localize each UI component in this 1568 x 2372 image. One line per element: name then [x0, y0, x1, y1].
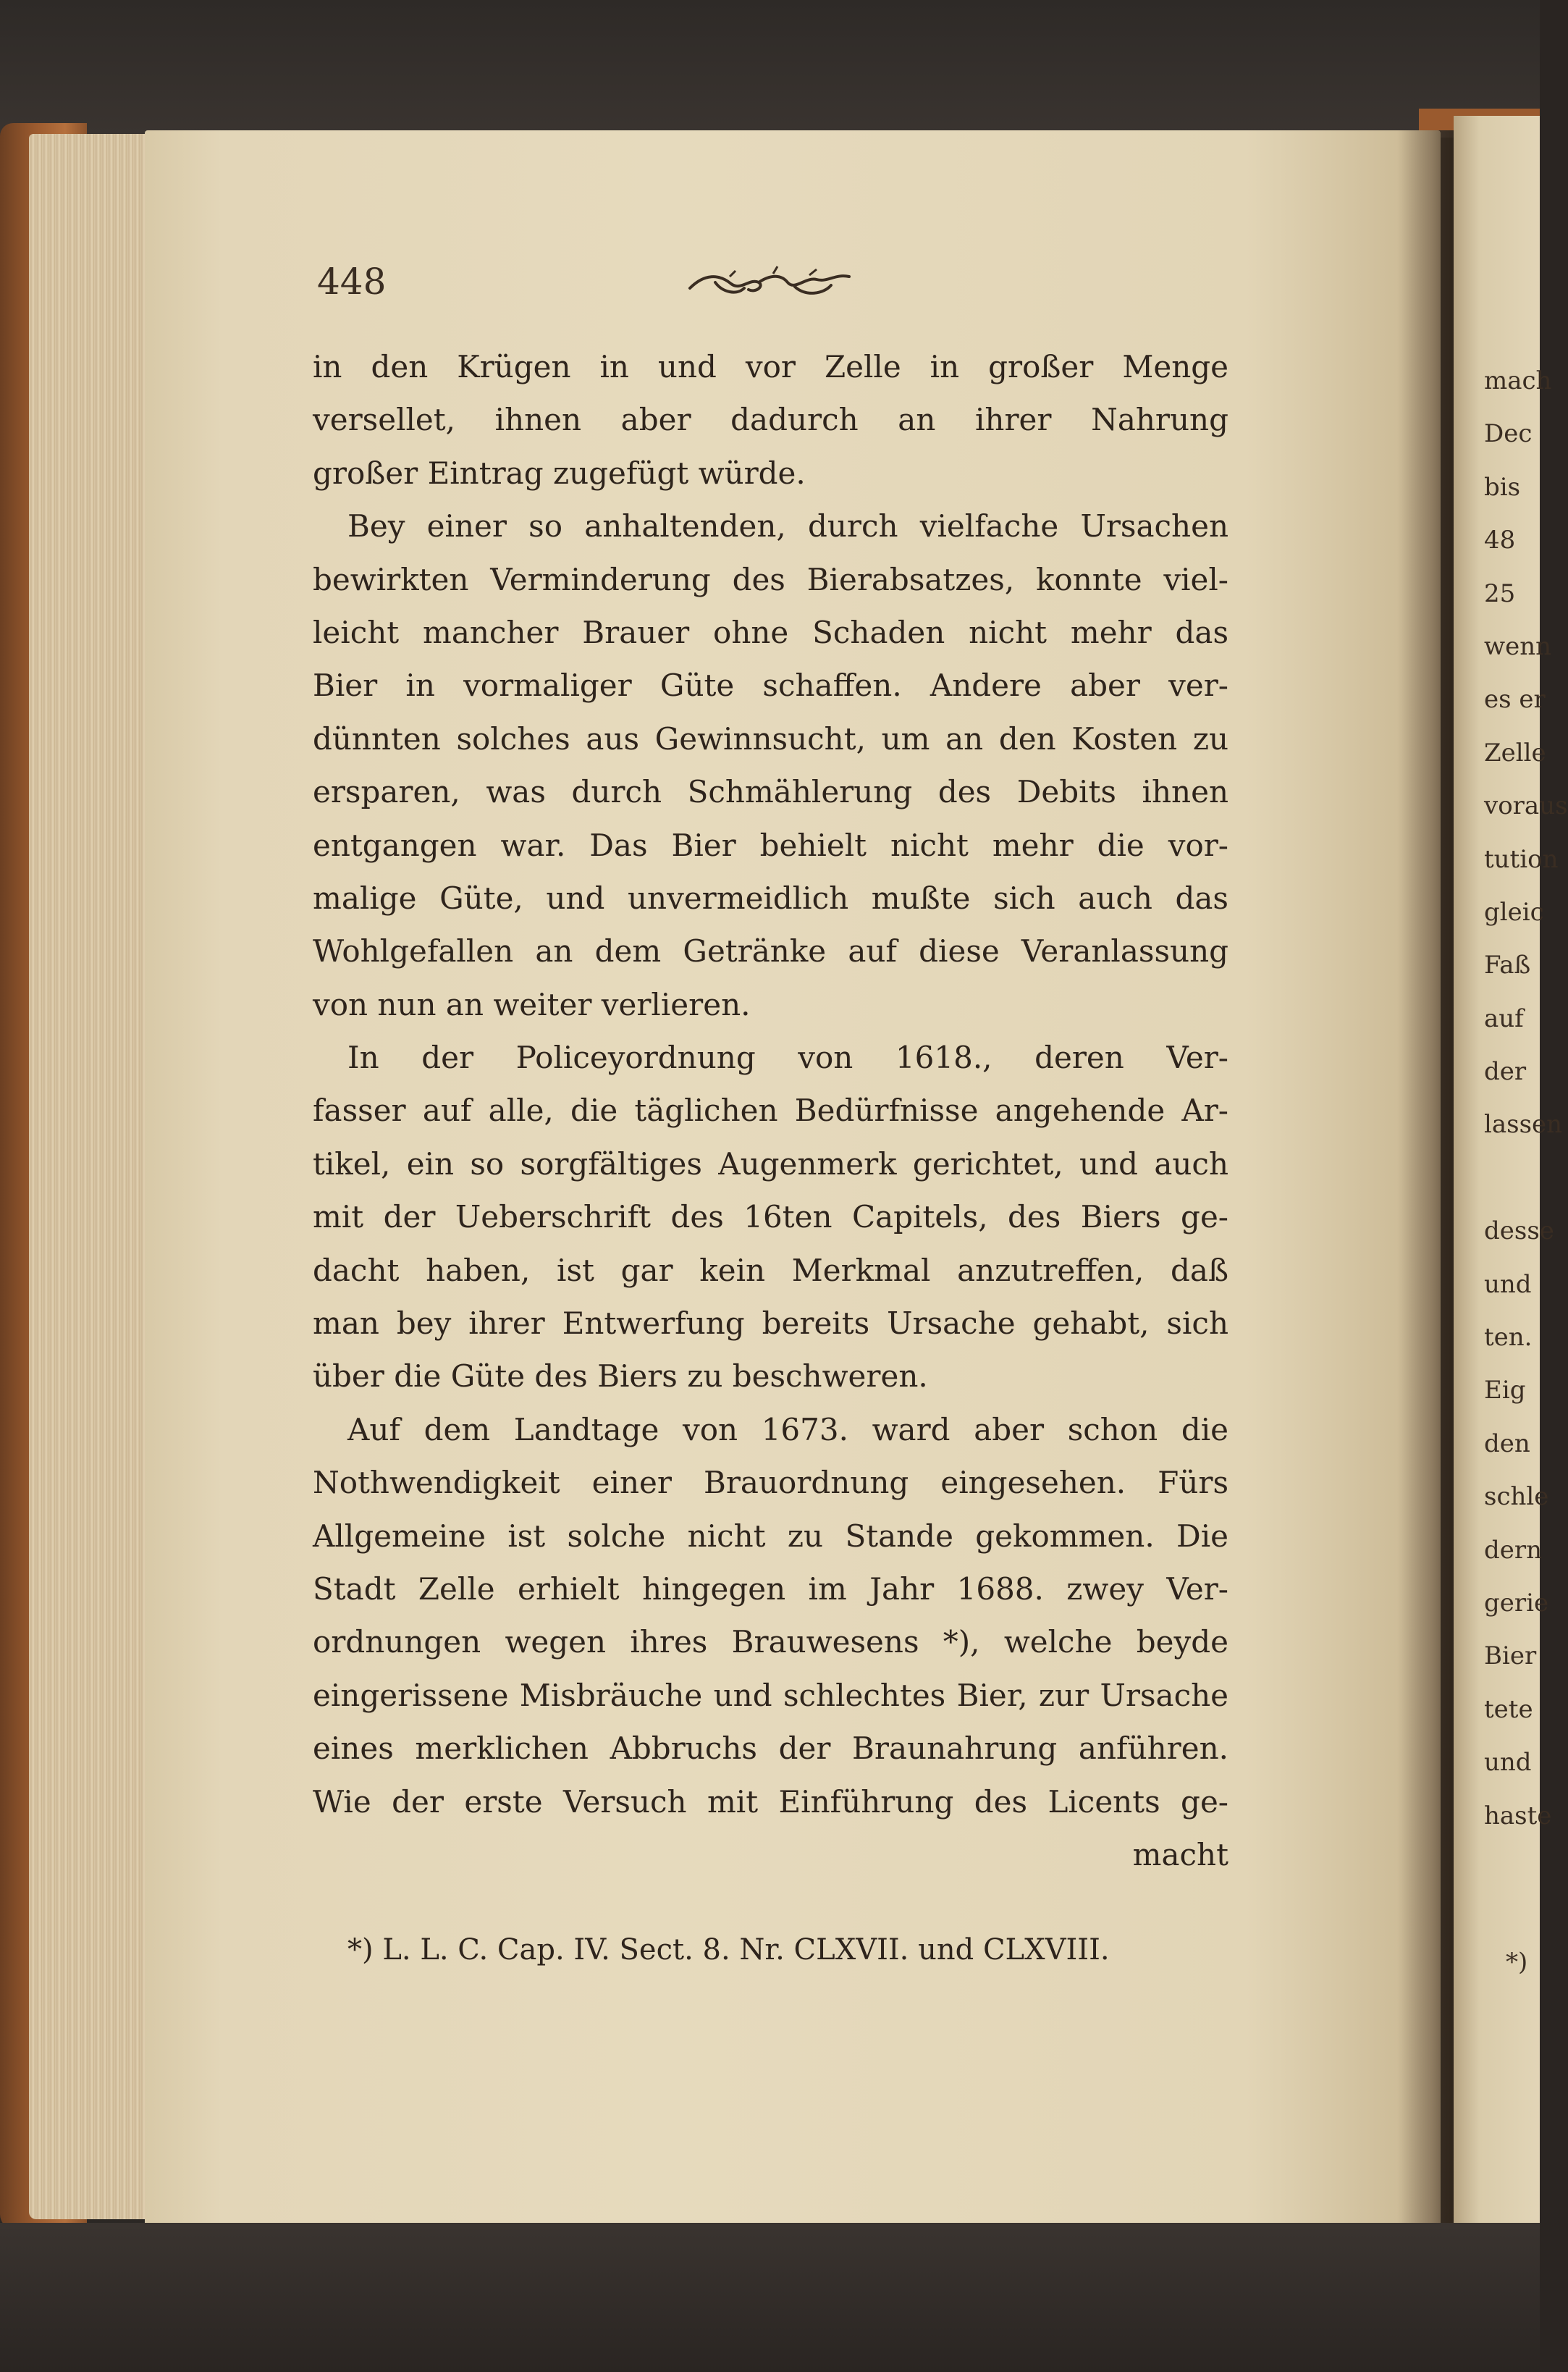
text-line: ordnungen wegen ihres Brauwesens *), welche beyde — [313, 1624, 1228, 1660]
right-page-fragment: mach — [1484, 366, 1552, 395]
text-line: in den Krügen in und vor Zelle in großer Menge — [313, 349, 1228, 384]
right-page-fragment — [1484, 1152, 1540, 1205]
right-page-fragment: Bier — [1484, 1641, 1537, 1671]
right-page-fragment: ten. — [1484, 1323, 1533, 1353]
book-gutter — [1397, 130, 1455, 2230]
right-page-fragment: voraus — [1484, 791, 1568, 821]
right-page-fragment: gleic — [1484, 897, 1544, 927]
text-line: man bey ihrer Entwerfung bereits Ursache gehabt, sich — [313, 1305, 1228, 1342]
text-line: Stadt Zelle erhielt hingegen im Jahr 1688. zwey Ver- — [313, 1570, 1228, 1607]
background-cloth — [0, 0, 1540, 138]
text-line: malige Güte, und unvermeidlich mußte sich auch das — [313, 880, 1228, 916]
text-line: eines merklichen Abbruchs der Braunahrung anführen. — [313, 1730, 1228, 1767]
right-page-text-fragments — [1484, 355, 1568, 1843]
text-line: tikel, ein so sorgfältiges Augenmerk gerichtet, und auch — [313, 1145, 1228, 1182]
right-page-fragment: es er — [1484, 685, 1546, 715]
text-line: bewirkten Verminderung des Bierabsatzes, konnte viel- — [313, 561, 1228, 597]
text-line: versellet, ihnen aber dadurch an ihrer Nahrung — [313, 402, 1228, 438]
text-line: Bey einer so anhaltenden, durch vielfache Ursachen — [347, 508, 1228, 544]
text-line: eingerissene Misbräuche und schlechtes Bier, zur Ursache — [313, 1677, 1228, 1713]
text-line: Bier in vormaliger Güte schaffen. Andere aber ver- — [313, 668, 1228, 704]
text-line: macht — [1132, 1836, 1228, 1872]
right-page-footnote-marker: *) — [1506, 1948, 1528, 1977]
right-page-fragment: gerie — [1484, 1588, 1549, 1618]
text-line: ersparen, was durch Schmählerung des Debits ihnen — [313, 774, 1228, 810]
right-page-fragment: tution — [1484, 844, 1559, 874]
right-page-fragment: schle — [1484, 1482, 1549, 1512]
decorative-flourish-icon — [686, 261, 853, 304]
text-line: Wohlgefallen an dem Getränke auf diese Veranlassung — [313, 933, 1228, 970]
text-line: entgangen war. Das Bier behielt nicht mehr die vor- — [313, 827, 1228, 863]
right-page-fragment: der — [1484, 1057, 1527, 1087]
page-edges — [29, 134, 152, 2219]
right-page-fragment: bis — [1484, 472, 1521, 502]
text-line: dacht haben, ist gar kein Merkmal anzutreffen, daß — [313, 1252, 1228, 1288]
right-page-fragment: Eig — [1484, 1376, 1526, 1405]
right-page-fragment: 25 — [1484, 579, 1516, 608]
right-page-fragment: Faß — [1484, 951, 1531, 980]
right-page-fragment: tete — [1484, 1694, 1533, 1724]
text-line: dünnten solches aus Gewinnsucht, um an den Kosten zu — [313, 720, 1228, 757]
footnote: *) L. L. C. Cap. IV. Sect. 8. Nr. CLXVII. und CLXVIII. — [347, 1933, 1110, 1967]
right-page-fragment: dern — [1484, 1535, 1543, 1565]
text-line: über die Güte des Biers zu beschweren. — [313, 1358, 928, 1395]
text-line: großer Eintrag zugefügt würde. — [313, 455, 806, 491]
page-number: 448 — [317, 261, 387, 303]
text-line: Wie der erste Versuch mit Einführung des Licents ge- — [313, 1783, 1228, 1820]
background-cloth-bottom — [0, 2223, 1540, 2372]
text-line: mit der Ueberschrift des 16ten Capitels, des Biers ge- — [313, 1199, 1228, 1235]
text-line: In der Policeyordnung von 1618., deren Ver- — [347, 1040, 1228, 1076]
right-page-fragment: haste — [1484, 1801, 1552, 1830]
right-page-fragment: und — [1484, 1269, 1532, 1299]
text-line: Auf dem Landtage von 1673. ward aber schon die — [347, 1411, 1228, 1447]
main-text-block — [313, 340, 1228, 1881]
text-line: fasser auf alle, die täglichen Bedürfnisse angehende Ar- — [313, 1093, 1228, 1129]
right-page-fragment: Zelle — [1484, 738, 1546, 767]
text-line: Allgemeine ist solche nicht zu Stande gekommen. Die — [313, 1518, 1228, 1554]
text-line: Nothwendigkeit einer Brauordnung eingesehen. Fürs — [313, 1465, 1228, 1501]
right-page-fragment: den — [1484, 1429, 1530, 1458]
text-line: von nun an weiter verlieren. — [313, 986, 751, 1022]
right-page-fragment: Dec — [1484, 419, 1533, 449]
page-header — [317, 261, 1258, 319]
right-page-fragment: und — [1484, 1748, 1532, 1778]
text-line: leicht mancher Brauer ohne Schaden nicht mehr das — [313, 614, 1228, 650]
right-page-fragment: wenn — [1484, 631, 1552, 661]
right-page-fragment: lassen — [1484, 1110, 1563, 1140]
right-page-fragment: 48 — [1484, 526, 1516, 555]
right-page-fragment: desse — [1484, 1216, 1554, 1246]
right-page-fragment: auf — [1484, 1004, 1524, 1033]
